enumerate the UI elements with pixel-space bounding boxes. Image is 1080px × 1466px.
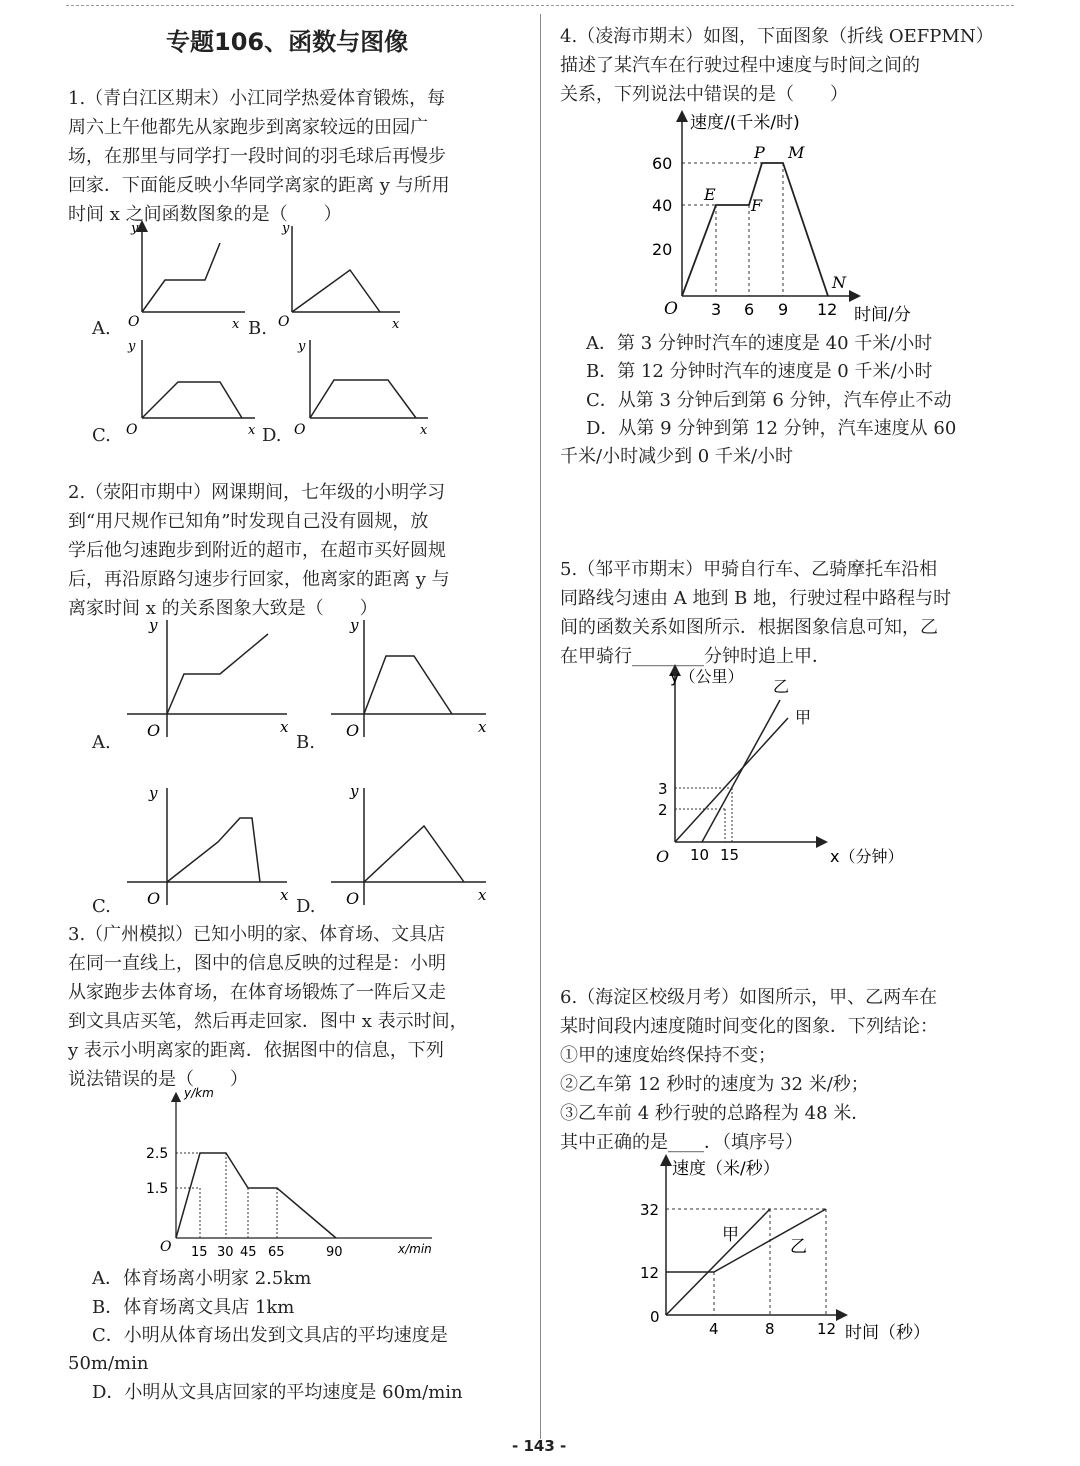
q5-series-label: 乙 (773, 677, 790, 696)
q5-series-label: 甲 (795, 708, 812, 727)
q6-line: ②乙车第 12 秒时的速度为 32 米/秒； (560, 1074, 869, 1095)
q4-option-c[interactable]: C．从第 3 分钟后到第 6 分钟，汽车停止不动 (586, 390, 952, 411)
q5-xlabel: x（分钟） (830, 847, 904, 866)
q3-xlabel: x/min (398, 1242, 432, 1256)
q1-graph-d (288, 334, 438, 444)
q2-graph-c (122, 780, 297, 910)
q4-option-d-cont: 千米/小时减少到 0 千米/小时 (560, 446, 794, 467)
q4-line: 4.（凌海市期末）如图，下面图象（折线 OEFPMN） (560, 26, 994, 47)
q6-xtick: 12 (817, 1320, 837, 1338)
q3-graph (140, 1085, 440, 1260)
q4-line: 描述了某汽车在行驶过程中速度与时间之间的 (560, 55, 920, 76)
q2-option-c[interactable]: C. (92, 896, 111, 917)
q5-xtick: 10 (690, 846, 710, 864)
y-axis-label: y (149, 784, 158, 802)
y-axis-label: y (128, 339, 136, 354)
q4-option-d[interactable]: D．从第 9 分钟到第 12 分钟，汽车速度从 60 (586, 418, 957, 439)
q4-origin: O (664, 299, 678, 319)
q6-xtick: 4 (709, 1320, 719, 1338)
q3-xtick: 45 (240, 1245, 257, 1260)
origin-label: O (147, 721, 161, 740)
q4-ytick: 60 (652, 154, 673, 173)
origin-label: O (147, 889, 161, 908)
q3-line: 说法错误的是（ ） (68, 1069, 248, 1090)
q1-graph-a (120, 218, 250, 330)
q3-origin: O (160, 1239, 172, 1255)
x-axis-label: x (420, 423, 428, 438)
q4-xtick: 9 (778, 300, 789, 319)
q5-line: 间的函数关系如图所示．根据图象信息可知，乙 (560, 617, 938, 638)
q6-text (560, 983, 938, 1157)
q3-option-a[interactable]: A．体育场离小明家 2.5km (92, 1268, 312, 1289)
q4-xtick: 3 (711, 300, 722, 319)
q1-option-a[interactable]: A. (92, 318, 111, 339)
x-axis-label: x (478, 886, 487, 904)
q5-xtick: 15 (720, 846, 740, 864)
q3-line: y 表示小明离家的距离．依据图中的信息，下列 (68, 1040, 444, 1061)
q3-line: 从家跑步去体育场，在体育场锻炼了一阵后又走 (68, 982, 446, 1003)
q4-ytick: 20 (652, 240, 673, 259)
q6-graph (630, 1150, 950, 1350)
q6-origin: 0 (650, 1308, 660, 1326)
q2-line: 离家时间 x 的关系图象大致是（ ） (68, 598, 378, 619)
q6-series-label: 乙 (790, 1237, 807, 1257)
q6-line: ③乙车前 4 秒行驶的总路程为 48 米． (560, 1103, 870, 1124)
q6-xtick: 8 (765, 1320, 775, 1338)
column-divider (540, 14, 541, 1439)
q1-line: 1.（青白江区期末）小江同学热爱体育锻炼，每 (68, 88, 446, 109)
q6-ytick: 32 (640, 1201, 660, 1219)
q4-xtick: 12 (817, 300, 838, 319)
q1-line: 周六上午他都先从家跑步到离家较远的田园广 (68, 117, 428, 138)
q2-line: 学后他匀速跑步到附近的超市，在超市买好圆规 (68, 540, 446, 561)
q4-point-label: N (832, 273, 846, 292)
q6-line: 其中正确的是____．（填序号） (560, 1132, 803, 1153)
q6-xlabel: 时间（秒） (845, 1323, 930, 1343)
q1-line: 时间 x 之间函数图象的是（ ） (68, 204, 342, 225)
q1-line: 场，在那里与同学打一段时间的羽毛球后再慢步 (68, 146, 446, 167)
q3-xtick: 65 (268, 1245, 285, 1260)
q5-line: 同路线匀速由 A 地到 B 地，行驶过程中路程与时 (560, 588, 952, 609)
q3-ytick: 1.5 (146, 1181, 169, 1197)
q2-option-d[interactable]: D. (296, 896, 316, 917)
y-axis-label: y (350, 782, 359, 800)
x-axis-label: x (478, 718, 487, 736)
q5-graph (640, 660, 930, 870)
q4-point-label: M (788, 143, 805, 162)
origin-label: O (278, 314, 290, 330)
x-axis-label: x (280, 886, 289, 904)
q4-ytick: 40 (652, 196, 673, 215)
q4-ylabel: 速度/(千米/时) (690, 113, 800, 133)
q4-xlabel: 时间/分 (854, 305, 911, 325)
q3-ylabel: y/km (184, 1086, 214, 1100)
q3-xtick: 30 (217, 1245, 234, 1260)
q3-option-d[interactable]: D．小明从文具店回家的平均速度是 60m/min (92, 1382, 463, 1403)
origin-label: O (346, 721, 360, 740)
q4-point-label: P (754, 143, 765, 162)
q4-xtick: 6 (744, 300, 755, 319)
q2-option-b[interactable]: B. (296, 732, 315, 753)
q2-line: 到“用尺规作已知角”时发现自己没有圆规，放 (68, 511, 429, 532)
q4-option-b[interactable]: B．第 12 分钟时汽车的速度是 0 千米/小时 (586, 361, 933, 382)
x-axis-label: x (248, 423, 256, 438)
q1-graph-b (270, 218, 410, 330)
q1-graph-c (120, 334, 260, 444)
q5-line: 5.（邹平市期末）甲骑自行车、乙骑摩托车沿相 (560, 559, 938, 580)
q6-ytick: 12 (640, 1264, 660, 1282)
q3-xtick: 90 (326, 1245, 343, 1260)
q3-ytick: 2.5 (146, 1146, 169, 1162)
q3-line: 到文具店买笔，然后再走回家．图中 x 表示时间， (68, 1011, 468, 1032)
origin-label: O (126, 422, 138, 438)
origin-label: O (346, 889, 360, 908)
q3-text (68, 920, 468, 1094)
q6-line: ①甲的速度始终保持不变； (560, 1045, 776, 1066)
q4-text (560, 22, 994, 109)
x-axis-label: x (232, 317, 240, 330)
q2-option-a[interactable]: A. (92, 732, 111, 753)
q1-text (68, 84, 450, 229)
q4-graph (640, 108, 940, 330)
q3-option-b[interactable]: B．体育场离文具店 1km (92, 1297, 295, 1318)
q5-line: 在甲骑行________分钟时追上甲． (560, 646, 830, 667)
q6-ylabel: 速度（米/秒） (672, 1159, 780, 1179)
x-axis-label: x (280, 718, 289, 736)
q3-line: 在同一直线上，图中的信息反映的过程是：小明 (68, 953, 446, 974)
q3-option-c-cont: 50m/min (68, 1353, 149, 1374)
origin-label: O (294, 422, 306, 438)
q3-line: 3.（广州模拟）已知小明的家、体育场、文具店 (68, 924, 446, 945)
page-title: 专题106、函数与图像 (166, 28, 409, 56)
q5-origin: O (656, 847, 670, 866)
q3-option-c[interactable]: C．小明从体育场出发到文具店的平均速度是 (92, 1325, 448, 1346)
q6-line: 某时间段内速度随时间变化的图象．下列结论： (560, 1016, 938, 1037)
q5-text (560, 555, 951, 671)
q1-line: 回家．下面能反映小华同学离家的距离 y 与所用 (68, 175, 450, 196)
x-axis-label: x (392, 317, 400, 330)
q6-series-label: 甲 (722, 1225, 739, 1245)
q2-line: 2.（荥阳市期中）网课期间，七年级的小明学习 (68, 482, 446, 503)
q5-ytick: 3 (658, 780, 668, 798)
q5-ylabel: y（公里） (670, 667, 744, 686)
origin-label: O (128, 314, 140, 330)
y-axis-label: y (298, 339, 306, 354)
top-dashed-rule (66, 5, 1014, 6)
q1-option-d[interactable]: D. (262, 425, 282, 446)
q6-line: 6.（海淀区校级月考）如图所示，甲、乙两车在 (560, 987, 938, 1008)
q2-graph-d (326, 780, 496, 910)
page-number: - 143 - (512, 1437, 567, 1455)
q3-xtick: 15 (191, 1245, 208, 1260)
q4-option-a[interactable]: A．第 3 分钟时汽车的速度是 40 千米/小时 (586, 333, 933, 354)
q2-text (68, 478, 450, 623)
q2-graph-b (326, 612, 496, 742)
q4-line: 关系，下列说法中错误的是（ ） (560, 84, 848, 105)
y-axis-label: y (149, 616, 158, 634)
q4-point-label: F (751, 196, 763, 215)
q4-point-label: E (704, 185, 716, 204)
q1-option-c[interactable]: C. (92, 425, 111, 446)
q1-option-b[interactable]: B. (248, 318, 267, 339)
q2-graph-a (122, 612, 297, 742)
y-axis-label: y (282, 221, 290, 236)
y-axis-label: y (131, 221, 139, 236)
q2-line: 后，再沿原路匀速步行回家，他离家的距离 y 与 (68, 569, 450, 590)
q5-ytick: 2 (658, 801, 668, 819)
y-axis-label: y (350, 616, 359, 634)
